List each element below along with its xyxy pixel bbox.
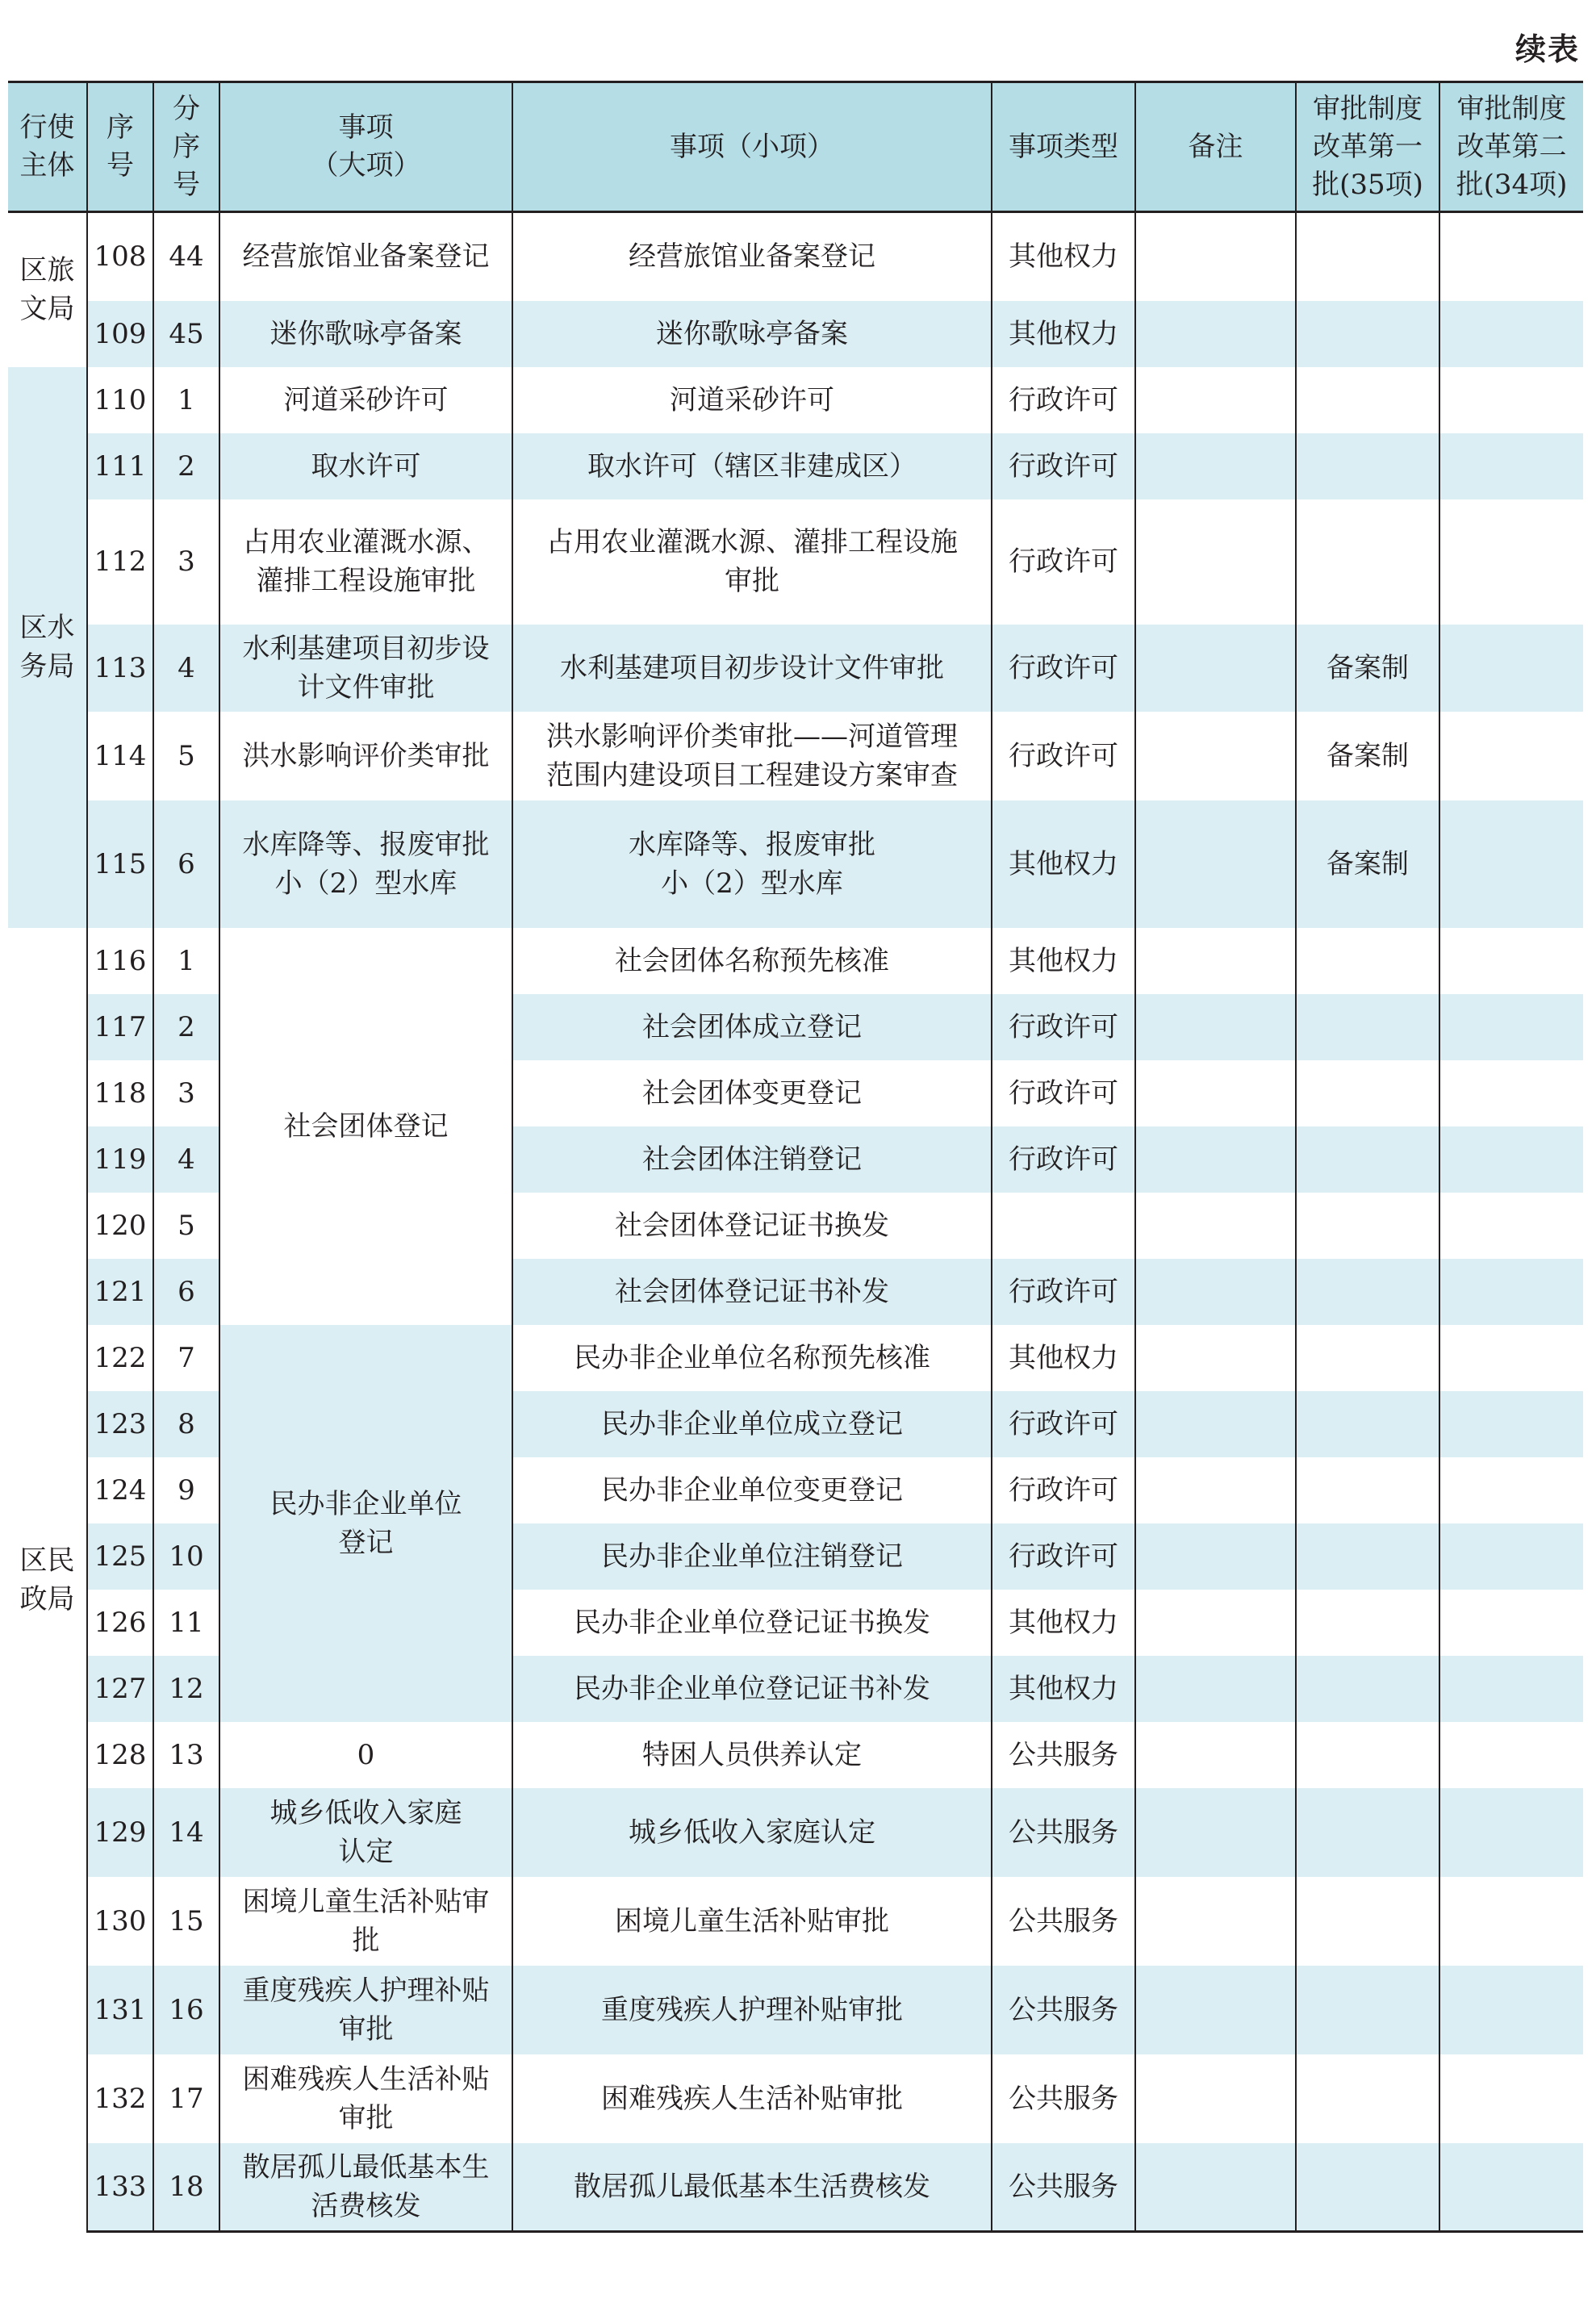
cell-subseq: 2	[153, 994, 219, 1060]
cell-subseq: 3	[153, 499, 219, 625]
cell-batch2	[1439, 1259, 1583, 1325]
cell-batch2	[1439, 1656, 1583, 1722]
cell-type: 公共服务	[992, 1722, 1135, 1788]
cell-batch2	[1439, 2054, 1583, 2143]
cell-seq: 125	[87, 1523, 153, 1590]
cell-batch2	[1439, 1590, 1583, 1656]
cell-item-minor: 河道采砂许可	[512, 367, 992, 433]
cell-subseq: 18	[153, 2143, 219, 2232]
cell-batch1	[1296, 928, 1439, 994]
cell-remark	[1135, 1126, 1296, 1193]
cell-subseq: 11	[153, 1590, 219, 1656]
cell-remark	[1135, 625, 1296, 712]
table-row	[8, 2054, 1583, 2143]
cell-batch1	[1296, 433, 1439, 499]
cell-seq: 110	[87, 367, 153, 433]
header-batch2: 审批制度 改革第二 批(34项)	[1439, 82, 1583, 212]
cell-type: 公共服务	[992, 2054, 1135, 2143]
cell-type: 其他权力	[992, 212, 1135, 301]
cell-type	[992, 1193, 1135, 1259]
cell-type: 行政许可	[992, 433, 1135, 499]
cell-subseq: 13	[153, 1722, 219, 1788]
cell-type: 其他权力	[992, 1656, 1135, 1722]
cell-batch1	[1296, 367, 1439, 433]
cell-batch2	[1439, 1523, 1583, 1590]
cell-remark	[1135, 1523, 1296, 1590]
cell-batch2	[1439, 1722, 1583, 1788]
cell-item-minor: 迷你歌咏亭备案	[512, 301, 992, 367]
cell-item-minor: 社会团体注销登记	[512, 1126, 992, 1193]
cell-item-minor: 民办非企业单位登记证书补发	[512, 1656, 992, 1722]
cell-remark	[1135, 499, 1296, 625]
cell-subseq: 9	[153, 1457, 219, 1523]
header-item-minor: 事项（小项）	[512, 82, 992, 212]
cell-item-major: 社会团体登记	[219, 928, 512, 1325]
cell-batch1	[1296, 2143, 1439, 2232]
table-row	[8, 301, 1583, 367]
cell-item-minor: 水库降等、报废审批 小（2）型水库	[512, 800, 992, 928]
cell-batch1	[1296, 1966, 1439, 2054]
cell-seq: 118	[87, 1060, 153, 1126]
header-batch1: 审批制度 改革第一 批(35项)	[1296, 82, 1439, 212]
cell-batch1	[1296, 1590, 1439, 1656]
cell-batch1: 备案制	[1296, 712, 1439, 800]
cell-seq: 129	[87, 1788, 153, 1877]
cell-subseq: 12	[153, 1656, 219, 1722]
cell-batch1	[1296, 1788, 1439, 1877]
cell-remark	[1135, 1722, 1296, 1788]
cell-subseq: 44	[153, 212, 219, 301]
cell-item-minor: 社会团体登记证书补发	[512, 1259, 992, 1325]
cell-batch2	[1439, 1877, 1583, 1966]
cell-seq: 127	[87, 1656, 153, 1722]
cell-item-minor: 民办非企业单位名称预先核准	[512, 1325, 992, 1391]
table-row	[8, 625, 1583, 712]
cell-item-major: 散居孤儿最低基本生 活费核发	[219, 2143, 512, 2232]
cell-type: 行政许可	[992, 1060, 1135, 1126]
table-row	[8, 367, 1583, 433]
table-row	[8, 2143, 1583, 2232]
cell-type: 行政许可	[992, 1457, 1135, 1523]
cell-type: 行政许可	[992, 625, 1135, 712]
cell-seq: 131	[87, 1966, 153, 2054]
cell-seq: 108	[87, 212, 153, 301]
cell-seq: 113	[87, 625, 153, 712]
cell-remark	[1135, 1788, 1296, 1877]
cell-batch2	[1439, 301, 1583, 367]
cell-seq: 133	[87, 2143, 153, 2232]
cell-batch2	[1439, 212, 1583, 301]
cell-subseq: 10	[153, 1523, 219, 1590]
cell-item-minor: 困难残疾人生活补贴审批	[512, 2054, 992, 2143]
cell-batch2	[1439, 1060, 1583, 1126]
cell-subseq: 14	[153, 1788, 219, 1877]
cell-remark	[1135, 1259, 1296, 1325]
cell-seq: 112	[87, 499, 153, 625]
cell-item-major: 困境儿童生活补贴审 批	[219, 1877, 512, 1966]
cell-type: 其他权力	[992, 800, 1135, 928]
cell-batch1	[1296, 1126, 1439, 1193]
cell-batch1	[1296, 1325, 1439, 1391]
cell-item-minor: 社会团体成立登记	[512, 994, 992, 1060]
cell-subseq: 8	[153, 1391, 219, 1457]
cell-remark	[1135, 1457, 1296, 1523]
cell-type: 公共服务	[992, 1966, 1135, 2054]
cell-batch1	[1296, 212, 1439, 301]
cell-subseq: 4	[153, 625, 219, 712]
cell-type: 行政许可	[992, 367, 1135, 433]
cell-batch2	[1439, 1788, 1583, 1877]
cell-batch2	[1439, 433, 1583, 499]
cell-subseq: 16	[153, 1966, 219, 2054]
cell-batch1	[1296, 1060, 1439, 1126]
cell-remark	[1135, 1966, 1296, 2054]
cell-type: 其他权力	[992, 1325, 1135, 1391]
cell-seq: 132	[87, 2054, 153, 2143]
cell-seq: 109	[87, 301, 153, 367]
cell-batch2	[1439, 1325, 1583, 1391]
header-seq: 序 号	[87, 82, 153, 212]
cell-item-minor: 取水许可（辖区非建成区）	[512, 433, 992, 499]
cell-subseq: 6	[153, 800, 219, 928]
cell-remark	[1135, 2054, 1296, 2143]
cell-remark	[1135, 1877, 1296, 1966]
cell-item-minor: 散居孤儿最低基本生活费核发	[512, 2143, 992, 2232]
cell-remark	[1135, 1325, 1296, 1391]
cell-subject: 区旅 文局	[8, 212, 87, 367]
cell-type: 行政许可	[992, 1391, 1135, 1457]
cell-batch2	[1439, 367, 1583, 433]
cell-seq: 120	[87, 1193, 153, 1259]
cell-batch1	[1296, 1722, 1439, 1788]
cell-batch1	[1296, 499, 1439, 625]
cell-subseq: 1	[153, 367, 219, 433]
cell-type: 其他权力	[992, 1590, 1135, 1656]
continuation-label: 续表	[1515, 31, 1580, 67]
table-row	[8, 712, 1583, 800]
cell-item-minor: 民办非企业单位变更登记	[512, 1457, 992, 1523]
cell-type: 行政许可	[992, 1523, 1135, 1590]
cell-batch1	[1296, 1193, 1439, 1259]
cell-seq: 124	[87, 1457, 153, 1523]
cell-item-major: 重度残疾人护理补贴 审批	[219, 1966, 512, 2054]
approval-items-table	[8, 81, 1583, 2233]
cell-batch1	[1296, 1391, 1439, 1457]
cell-type: 其他权力	[992, 928, 1135, 994]
table-row	[8, 800, 1583, 928]
cell-remark	[1135, 367, 1296, 433]
cell-batch2	[1439, 1126, 1583, 1193]
cell-batch2	[1439, 625, 1583, 712]
cell-type: 行政许可	[992, 712, 1135, 800]
cell-batch1	[1296, 1656, 1439, 1722]
cell-item-major: 水利基建项目初步设 计文件审批	[219, 625, 512, 712]
cell-batch1	[1296, 1877, 1439, 1966]
cell-item-major: 迷你歌咏亭备案	[219, 301, 512, 367]
cell-batch1	[1296, 1523, 1439, 1590]
cell-item-minor: 困境儿童生活补贴审批	[512, 1877, 992, 1966]
cell-remark	[1135, 712, 1296, 800]
cell-remark	[1135, 1060, 1296, 1126]
cell-type: 行政许可	[992, 1259, 1135, 1325]
cell-remark	[1135, 212, 1296, 301]
cell-seq: 111	[87, 433, 153, 499]
cell-item-minor: 特困人员供养认定	[512, 1722, 992, 1788]
cell-subseq: 5	[153, 712, 219, 800]
cell-type: 公共服务	[992, 1877, 1135, 1966]
cell-subseq: 15	[153, 1877, 219, 1966]
cell-batch2	[1439, 2143, 1583, 2232]
cell-remark	[1135, 1391, 1296, 1457]
cell-subject: 区民 政局	[8, 928, 87, 2232]
cell-batch2	[1439, 712, 1583, 800]
cell-remark	[1135, 800, 1296, 928]
cell-remark	[1135, 1656, 1296, 1722]
cell-batch2	[1439, 1193, 1583, 1259]
cell-item-minor: 民办非企业单位成立登记	[512, 1391, 992, 1457]
cell-type: 其他权力	[992, 301, 1135, 367]
header-type: 事项类型	[992, 82, 1135, 212]
cell-item-minor: 民办非企业单位注销登记	[512, 1523, 992, 1590]
cell-seq: 126	[87, 1590, 153, 1656]
cell-seq: 130	[87, 1877, 153, 1966]
cell-item-minor: 重度残疾人护理补贴审批	[512, 1966, 992, 2054]
cell-batch1	[1296, 1457, 1439, 1523]
header-remark: 备注	[1135, 82, 1296, 212]
table-row	[8, 433, 1583, 499]
cell-subseq: 45	[153, 301, 219, 367]
cell-batch2	[1439, 928, 1583, 994]
cell-seq: 122	[87, 1325, 153, 1391]
table-row	[8, 1325, 1583, 1391]
cell-subseq: 5	[153, 1193, 219, 1259]
table-row	[8, 212, 1583, 301]
cell-remark	[1135, 1590, 1296, 1656]
cell-remark	[1135, 301, 1296, 367]
cell-item-minor: 城乡低收入家庭认定	[512, 1788, 992, 1877]
header-row	[8, 82, 1583, 212]
header-item-major: 事项 （大项）	[219, 82, 512, 212]
cell-batch2	[1439, 1457, 1583, 1523]
cell-batch1	[1296, 301, 1439, 367]
cell-subject: 区水 务局	[8, 367, 87, 928]
cell-batch2	[1439, 994, 1583, 1060]
cell-type: 公共服务	[992, 2143, 1135, 2232]
table-row	[8, 1877, 1583, 1966]
cell-item-major: 取水许可	[219, 433, 512, 499]
cell-subseq: 6	[153, 1259, 219, 1325]
cell-seq: 128	[87, 1722, 153, 1788]
cell-item-major: 城乡低收入家庭 认定	[219, 1788, 512, 1877]
cell-item-major: 经营旅馆业备案登记	[219, 212, 512, 301]
cell-subseq: 1	[153, 928, 219, 994]
cell-subseq: 4	[153, 1126, 219, 1193]
cell-batch2	[1439, 1391, 1583, 1457]
cell-remark	[1135, 2143, 1296, 2232]
cell-item-minor: 社会团体名称预先核准	[512, 928, 992, 994]
cell-item-major: 水库降等、报废审批 小（2）型水库	[219, 800, 512, 928]
cell-seq: 114	[87, 712, 153, 800]
cell-batch1: 备案制	[1296, 800, 1439, 928]
cell-type: 公共服务	[992, 1788, 1135, 1877]
table-row	[8, 1966, 1583, 2054]
cell-item-major: 河道采砂许可	[219, 367, 512, 433]
cell-batch1	[1296, 1259, 1439, 1325]
cell-seq: 117	[87, 994, 153, 1060]
cell-remark	[1135, 994, 1296, 1060]
cell-item-minor: 水利基建项目初步设计文件审批	[512, 625, 992, 712]
cell-batch1: 备案制	[1296, 625, 1439, 712]
cell-item-minor: 社会团体变更登记	[512, 1060, 992, 1126]
cell-item-major: 0	[219, 1722, 512, 1788]
cell-remark	[1135, 1193, 1296, 1259]
cell-seq: 121	[87, 1259, 153, 1325]
table-row	[8, 1788, 1583, 1877]
cell-item-major: 洪水影响评价类审批	[219, 712, 512, 800]
cell-subseq: 17	[153, 2054, 219, 2143]
cell-seq: 123	[87, 1391, 153, 1457]
cell-item-minor: 洪水影响评价类审批——河道管理 范围内建设项目工程建设方案审查	[512, 712, 992, 800]
cell-type: 行政许可	[992, 1126, 1135, 1193]
cell-seq: 119	[87, 1126, 153, 1193]
cell-item-major: 民办非企业单位 登记	[219, 1325, 512, 1722]
cell-item-major: 占用农业灌溉水源、 灌排工程设施审批	[219, 499, 512, 625]
cell-subseq: 3	[153, 1060, 219, 1126]
cell-remark	[1135, 433, 1296, 499]
cell-item-major: 困难残疾人生活补贴 审批	[219, 2054, 512, 2143]
cell-batch1	[1296, 994, 1439, 1060]
cell-batch2	[1439, 800, 1583, 928]
cell-batch2	[1439, 1966, 1583, 2054]
cell-seq: 116	[87, 928, 153, 994]
table-row	[8, 928, 1583, 994]
cell-batch1	[1296, 2054, 1439, 2143]
cell-item-minor: 经营旅馆业备案登记	[512, 212, 992, 301]
cell-batch2	[1439, 499, 1583, 625]
cell-item-minor: 社会团体登记证书换发	[512, 1193, 992, 1259]
cell-seq: 115	[87, 800, 153, 928]
header-subseq: 分 序 号	[153, 82, 219, 212]
cell-subseq: 2	[153, 433, 219, 499]
cell-type: 行政许可	[992, 499, 1135, 625]
cell-item-minor: 占用农业灌溉水源、灌排工程设施 审批	[512, 499, 992, 625]
table-row	[8, 1722, 1583, 1788]
cell-type: 行政许可	[992, 994, 1135, 1060]
cell-remark	[1135, 928, 1296, 994]
cell-subseq: 7	[153, 1325, 219, 1391]
header-subject: 行使 主体	[8, 82, 87, 212]
table-row	[8, 499, 1583, 625]
cell-item-minor: 民办非企业单位登记证书换发	[512, 1590, 992, 1656]
